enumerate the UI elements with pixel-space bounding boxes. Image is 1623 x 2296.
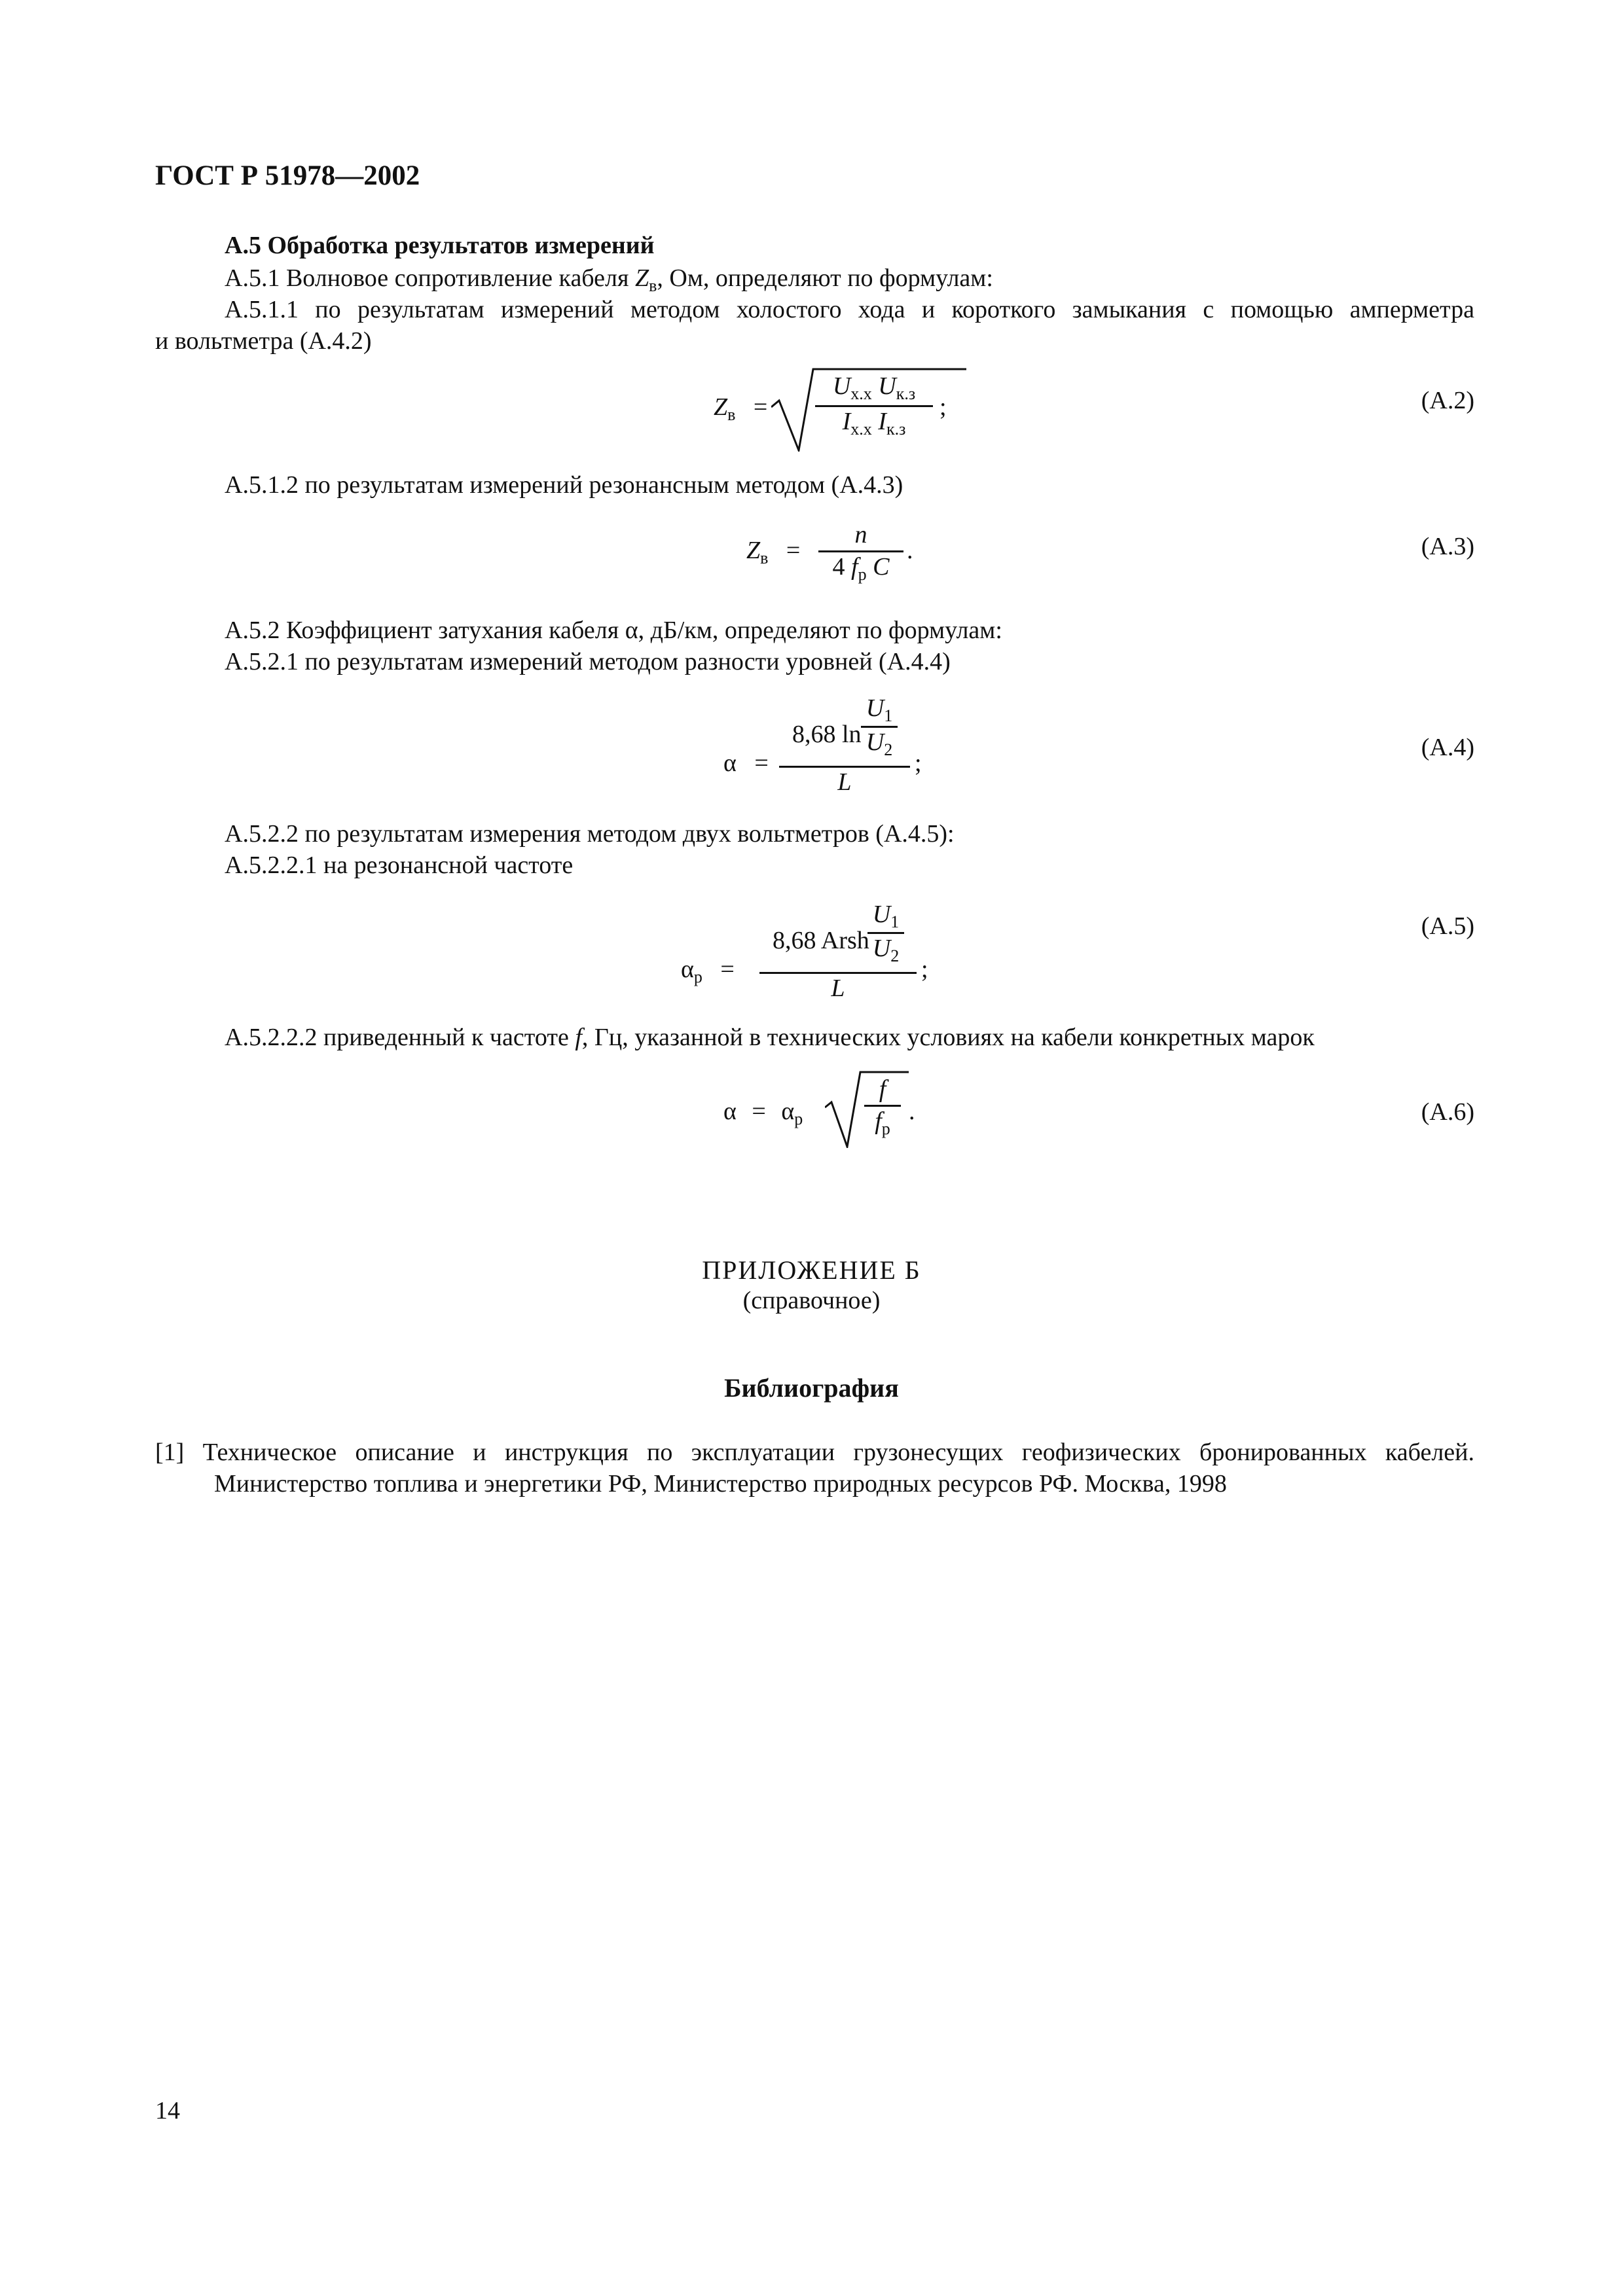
equation-number-a3: (А.3) — [1421, 533, 1474, 560]
paragraph-a522: А.5.2.2 по результатам измерения методом двух вольтметров (А.4.5): — [225, 820, 955, 848]
paragraph-a51: А.5.1 Волновое сопротивление кабеля $Z_в$, Ом, определяют по формулам: — [225, 264, 993, 295]
document-header: ГОСТ Р 51978—2002 — [155, 160, 420, 191]
formula-a3: $Z_в$ = n 4 $f_р$ C . — [746, 521, 913, 584]
paragraph-a52: А.5.2 Коэффициент затухания кабеля α, дБ/км, определяют по формулам: — [225, 617, 1002, 644]
bibliography-title: Библиография — [724, 1373, 899, 1403]
paragraph-a511-line2: и вольтметра (А.4.2) — [155, 327, 372, 355]
bibliography-entry: [1] Техническое описание и инструкция по эксплуатации грузонесущих геофизических бронированных кабелей. Министерство топлива и энергетики РФ, Министерство природных ресурсов РФ. Москва, 1998 — [155, 1439, 1474, 1498]
paragraph-a521: А.5.2.1 по результатам измерений методом разности уровней (А.4.4) — [225, 648, 951, 675]
appendix-subtitle: (справочное) — [742, 1287, 881, 1314]
equation-number-a6: (А.6) — [1421, 1098, 1474, 1126]
equation-number-a2: (А.2) — [1421, 387, 1474, 414]
formula-a6: $\alpha = \alpha_р$ f $f_р$ . — [723, 1067, 933, 1152]
page-number: 14 — [155, 2097, 180, 2125]
paragraph-a511-line1: А.5.1.1 по результатам измерений методом холостого хода и короткого замыкания с помощью амперметра — [225, 296, 1474, 323]
appendix-title: ПРИЛОЖЕНИЕ Б — [702, 1255, 921, 1285]
formula-a5: $\alpha_р$ = 8,68 Arsh $U_1$ $U_2$ L ; — [681, 900, 943, 1011]
paragraph-a5222: А.5.2.2.2 приведенный к частоте f, Гц, указанной в технических условиях на кабели конкретных марок — [225, 1024, 1315, 1051]
equation-number-a4: (А.4) — [1421, 734, 1474, 761]
formula-a4: α = 8,68 ln $U_1$ $U_2$ L ; — [723, 694, 933, 805]
paragraph-a5221: А.5.2.2.1 на резонансной частоте — [225, 852, 574, 879]
section-title-a5: А.5 Обработка результатов измерений — [225, 232, 655, 259]
formula-a2: $Z_в$ = $U_{х.х}$ $U_{к.з}$ $I_{х.х}$ $I_{к.з}$ ; — [714, 367, 949, 458]
paragraph-a512: А.5.1.2 по результатам измерений резонансным методом (А.4.3) — [225, 471, 903, 499]
equation-number-a5: (А.5) — [1421, 912, 1474, 940]
